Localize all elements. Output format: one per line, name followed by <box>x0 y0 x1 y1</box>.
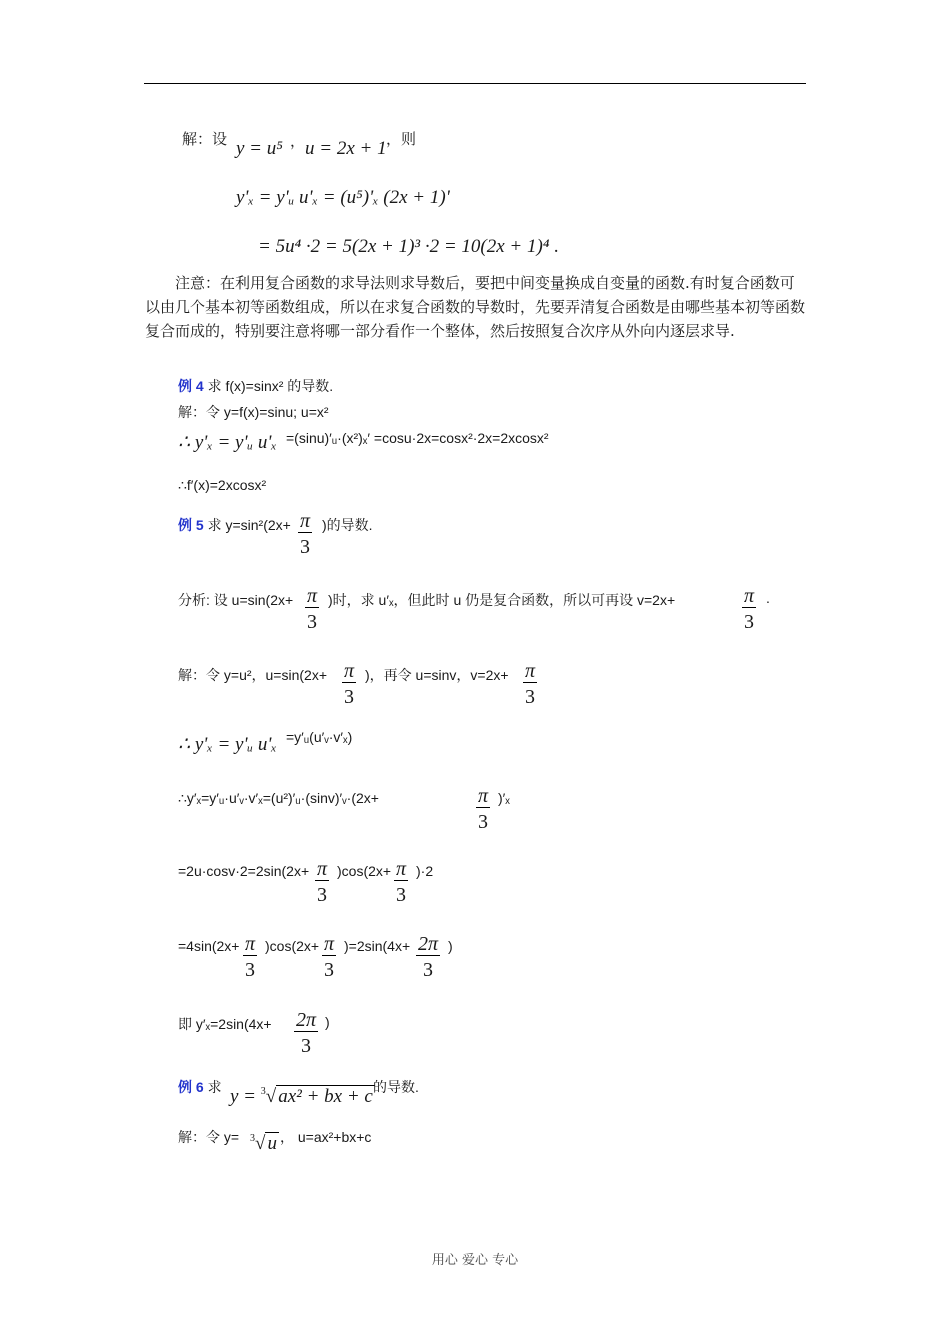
example-5-line-a-post: )′ₓ <box>498 790 510 806</box>
fraction-pi-over-3: $\frac{\pi}{3}$ <box>344 660 355 708</box>
example-6-label: 例 6 <box>178 1079 204 1095</box>
example-6-solution-pre: 解：令 y= <box>178 1129 240 1145</box>
root-index: 3 <box>250 1133 255 1144</box>
radicand: u <box>267 1133 277 1154</box>
example-5-question-pre: 求 y=sin²(2x+ <box>203 517 291 533</box>
fraction-pi-over-3: $\frac{\pi}{3}$ <box>478 785 489 833</box>
fraction-pi-over-3: $\frac{\pi}{3}$ <box>300 510 311 558</box>
eq-u-2x1: u = 2x + 1 <box>305 138 387 159</box>
example-4-label: 例 4 <box>178 378 204 394</box>
separator: ， <box>290 132 306 150</box>
example-5-question-post: )的导数. <box>322 517 373 533</box>
example-5-line-b-pre: =2u·cosv·2=2sin(2x+ <box>178 863 310 879</box>
fraction-pi-over-3: $\frac{\pi}{3}$ <box>307 585 318 633</box>
example-5-analysis-post: . <box>766 590 770 606</box>
example-5-result-post: ) <box>325 1014 330 1030</box>
example-5-line-c-pre: =4sin(2x+ <box>178 938 240 954</box>
example-5-solution-pre: 解：令 y=u²，u=sin(2x+ <box>178 667 327 683</box>
example-4-step-1: 解：令 y=f(x)=sinu; u=x² <box>178 404 329 420</box>
fraction-pi-over-3: $\frac{\pi}{3}$ <box>396 858 407 906</box>
example-6-question-pre: 求 <box>203 1079 222 1095</box>
example-6-heading <box>178 1077 222 1097</box>
example-6-root-u <box>250 1132 279 1155</box>
radicand: ax² + bx + c <box>278 1086 373 1107</box>
example-5-line-c-mid: )cos(2x+ <box>265 938 320 954</box>
example-5-solution-mid: )，再令 u=sinv，v=2x+ <box>365 667 509 683</box>
example-5-line-a-pre: ∴y′ₓ=y′ᵤ·u′ᵥ·v′ₓ=(u²)′ᵤ·(sinv)′ᵥ·(2x+ <box>178 790 379 806</box>
example-5-heading <box>178 515 291 535</box>
fraction-pi-over-3: $\frac{\pi}{3}$ <box>324 933 335 981</box>
solution-intro-tail: ，则 <box>386 130 417 148</box>
example-6-solution-post: ， u=ax²+bx+c <box>280 1129 372 1145</box>
example-4-heading <box>178 376 333 396</box>
example-5-analysis-mid: )时，求 u′ₓ，但此时 u 仍是复合函数，所以可再设 v=2x+ <box>328 592 676 608</box>
example-4-question: 求 f(x)=sinx² 的导数. <box>203 378 334 394</box>
header-rule <box>144 83 806 84</box>
example-4-result: ∴f′(x)=2xcosx² <box>178 477 267 493</box>
derivation-line-2: = 5u⁴ ·2 = 5(2x + 1)³ ·2 = 10(2x + 1)⁴ . <box>258 236 559 257</box>
example-4-chain-math: ∴ y'ₓ = y'ᵤ u'ₓ <box>178 432 277 453</box>
example-4-chain-text: =(sinu)′ᵤ·(x²)ₓ′ =cosu·2x=cosx²·2x=2xcosx² <box>286 430 549 446</box>
example-6-question-post: 的导数. <box>373 1079 419 1095</box>
example-5-analysis-pre: 分析: 设 u=sin(2x+ <box>178 592 294 608</box>
radical-sign: √ <box>255 1133 266 1154</box>
root-index: 3 <box>260 1086 266 1097</box>
eq-y-u5: y = u⁵ <box>236 138 283 159</box>
example-5-result-pre: 即 y′ₓ=2sin(4x+ <box>178 1016 272 1032</box>
example-5-label: 例 5 <box>178 517 204 533</box>
fraction-pi-over-3: $\frac{\pi}{3}$ <box>245 933 256 981</box>
example-5-chain-math: ∴ y'ₓ = y'ᵤ u'ₓ <box>178 734 277 755</box>
example-5-chain-text: =y′ᵤ(u′ᵥ·v′ₓ) <box>286 729 353 745</box>
example-6-lhs: y = <box>230 1086 257 1107</box>
fraction-pi-over-3: $\frac{\pi}{3}$ <box>744 585 755 633</box>
solution-intro-label: 解：设 <box>182 130 228 148</box>
fraction-2pi-over-3: $\frac{2\pi}{3}$ <box>418 933 439 981</box>
note-paragraph: 注意：在利用复合函数的求导法则求导数后，要把中间变量换成自变量的函数.有时复合函数可以由几个基本初等函数组成，所以在求复合函数的导数时，先要弄清复合函数是由哪些基本初等函数复合而成的，特别要注意将哪一部分看作一个整体，然后按照复合次序从外向内逐层求导. <box>145 274 806 340</box>
example-5-line-b-post: )·2 <box>416 863 434 879</box>
radical-sign: √ <box>265 1086 277 1107</box>
fraction-pi-over-3: $\frac{\pi}{3}$ <box>317 858 328 906</box>
fraction-pi-over-3: $\frac{\pi}{3}$ <box>525 660 536 708</box>
example-5-line-c-post: ) <box>448 938 453 954</box>
example-5-line-b-mid: )cos(2x+ <box>337 863 392 879</box>
example-6-equation <box>230 1085 375 1108</box>
page-footer: 用心 爱心 专心 <box>431 1253 519 1268</box>
fraction-2pi-over-3: $\frac{2\pi}{3}$ <box>296 1009 317 1057</box>
derivation-line-1: y'ₓ = y'ᵤ u'ₓ = (u⁵)'ₓ (2x + 1)' <box>236 187 450 208</box>
example-5-line-c-mid2: )=2sin(4x+ <box>344 938 411 954</box>
